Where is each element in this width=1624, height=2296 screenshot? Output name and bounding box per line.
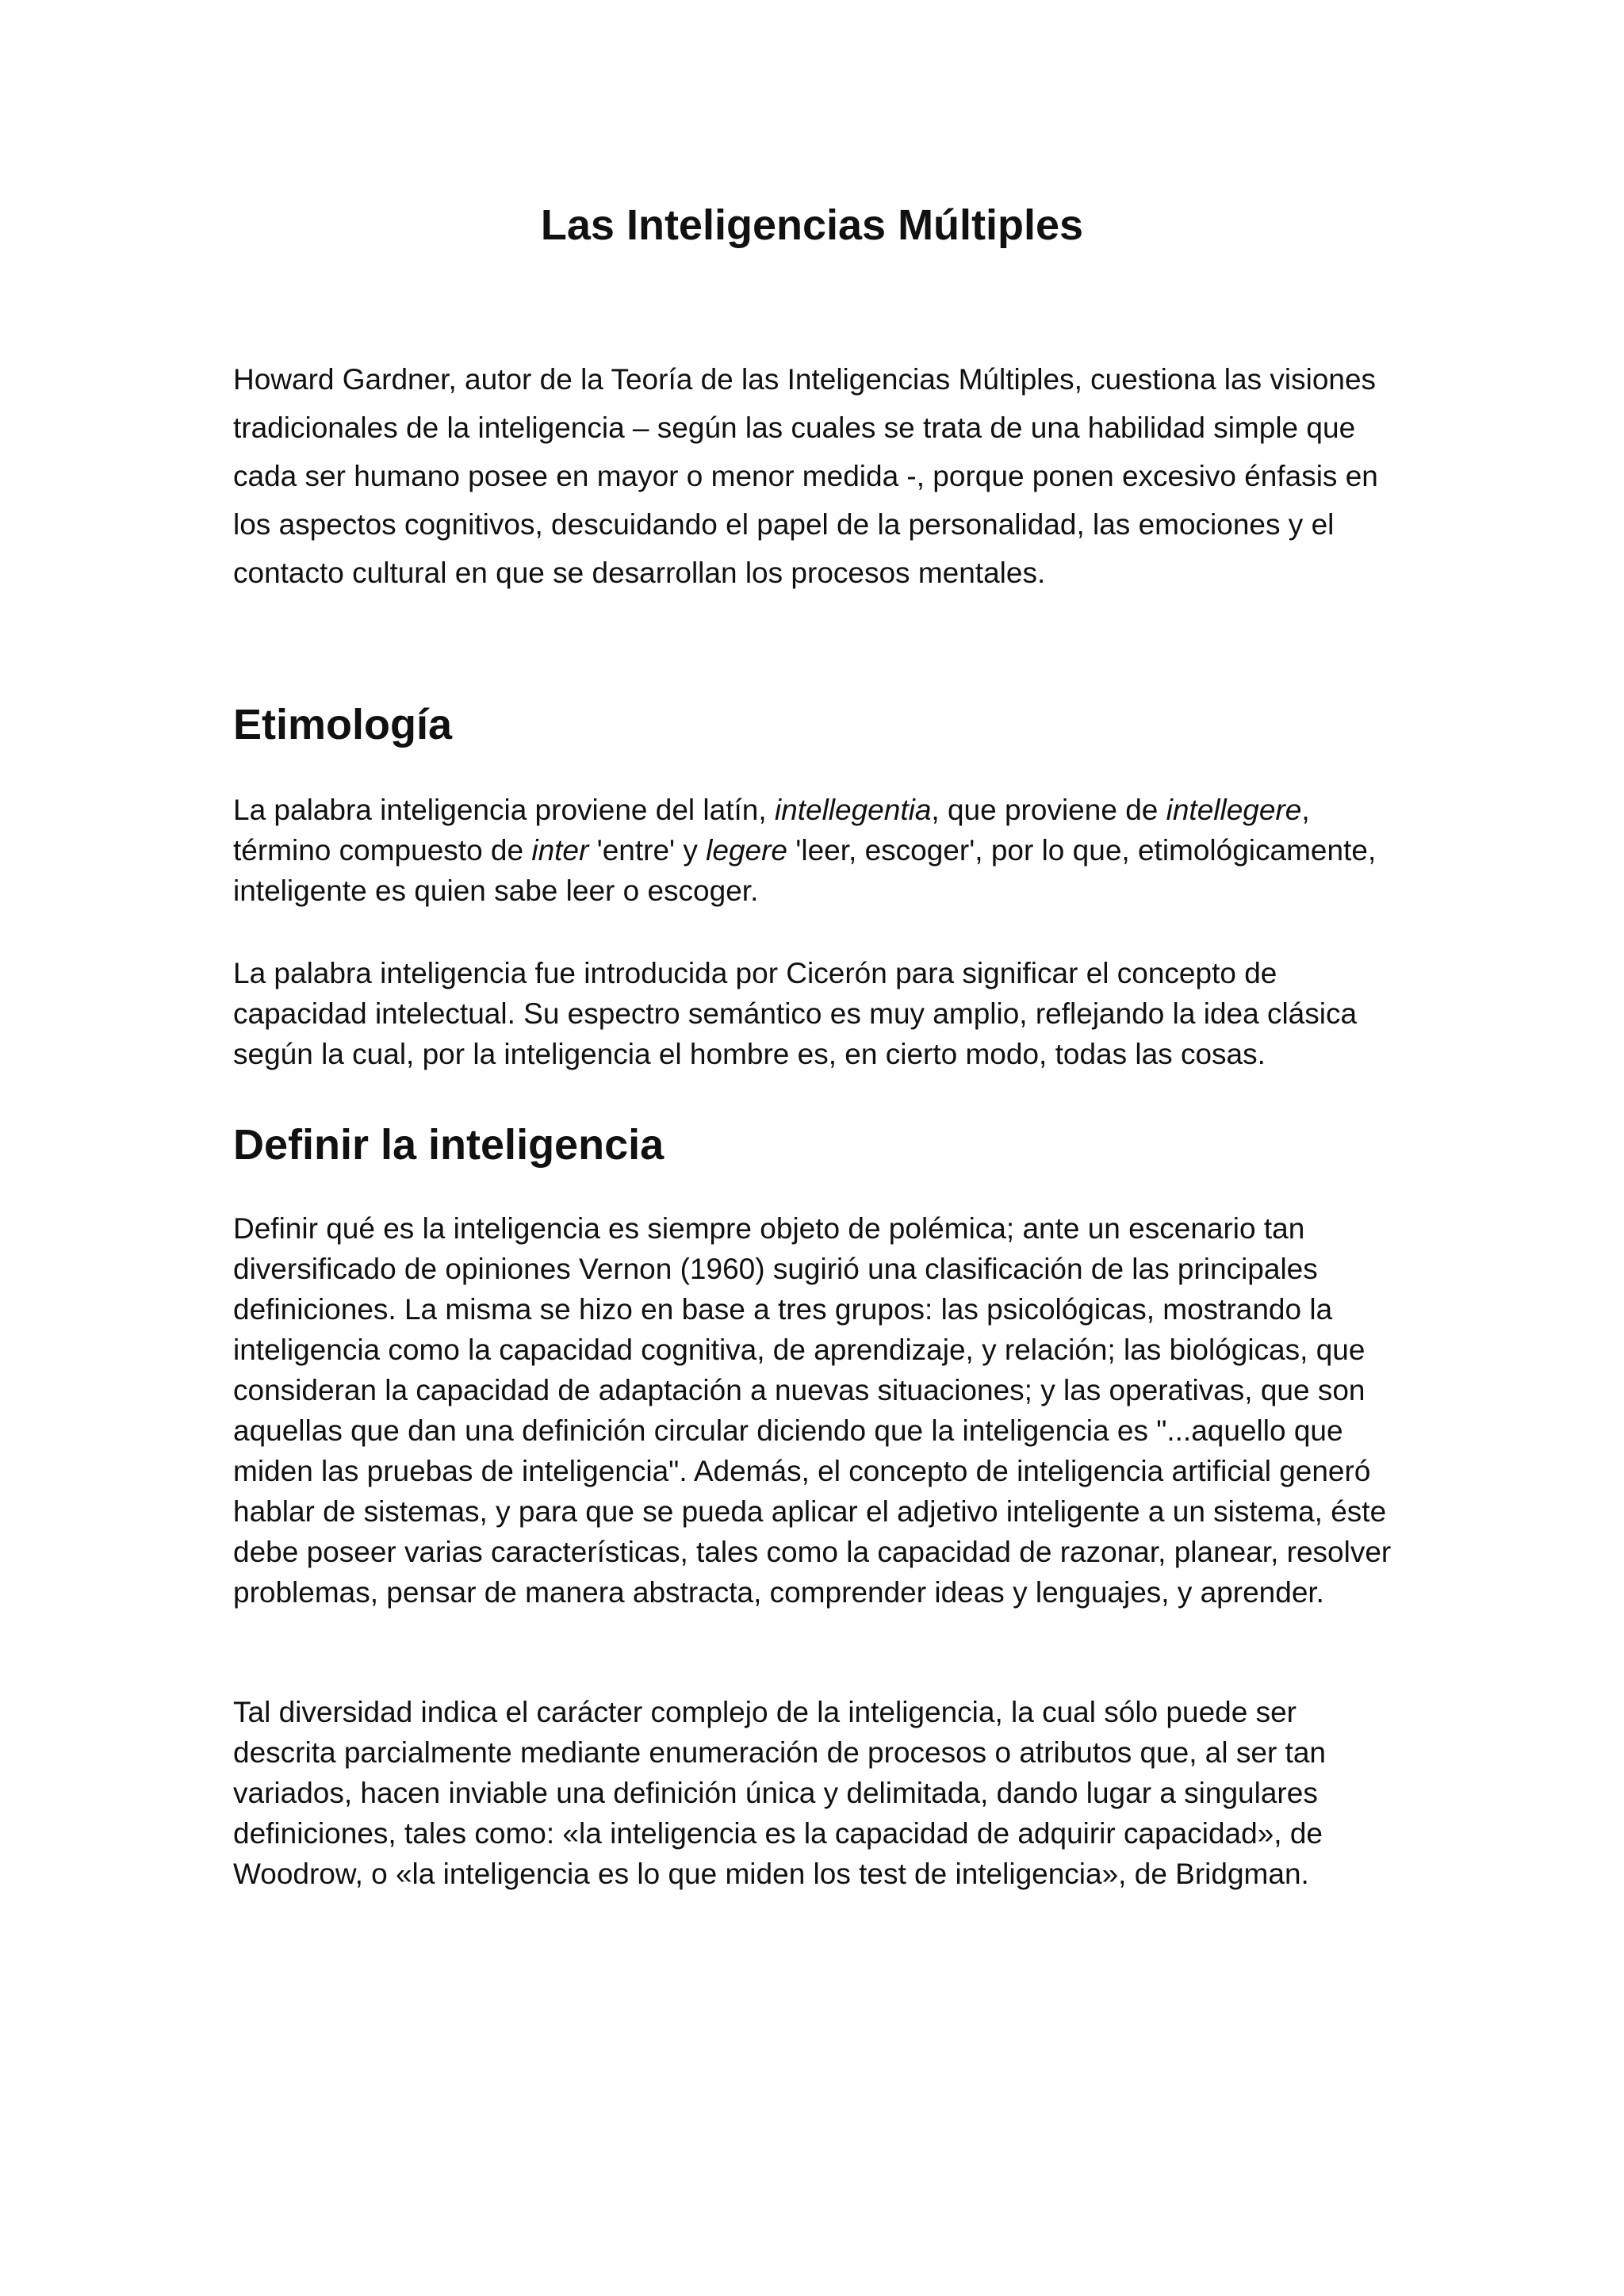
latin-term-intellegere: intellegere: [1166, 794, 1302, 826]
latin-term-intellegentia: intellegentia: [774, 794, 932, 826]
section-heading-definir: Definir la inteligencia: [233, 1121, 665, 1169]
definir-paragraph-2: Tal diversidad indica el carácter complejo de la inteligencia, la cual sólo puede ser descrita parcialmente mediante enumeración de procesos o atributos que, al ser tan variados, hacen inviable una definición única y delimitada, dando lugar a singulares definiciones, tales como: «la inteligencia es la capacidad de adquirir capacidad», de Woodrow, o «la inteligencia es lo que miden los test de inteligencia», de Bridgman.: [233, 1696, 1326, 1890]
text-run: , término compuesto de: [233, 794, 1310, 867]
document-title: Las Inteligencias Múltiples: [540, 201, 1084, 249]
text-run: 'leer, escoger', por lo que, etimológicamente, inteligente es quien sabe leer o escoger.: [233, 834, 1377, 907]
etimologia-paragraph-1: [233, 790, 1403, 911]
text-run: La palabra inteligencia proviene del latín,: [233, 794, 775, 826]
text-run: 'entre' y: [588, 834, 707, 867]
intro-paragraph: Howard Gardner, autor de la Teoría de las Inteligencias Múltiples, cuestiona las visiones tradicionales de la inteligencia – según las cuales se trata de una habilidad simple que cada ser humano posee en mayor o menor medida -, porque ponen excesivo énfasis en los aspectos cognitivos, descuidando el papel de la personalidad, las emociones y el contacto cultural en que se desarrollan los procesos mentales.: [233, 363, 1378, 589]
etimologia-paragraph-2: La palabra inteligencia fue introducida por Cicerón para significar el concepto de capacidad intelectual. Su espectro semántico es muy amplio, reflejando la idea clásica según la cual, por la inteligencia el hombre es, en cierto modo, todas las cosas.: [233, 957, 1358, 1070]
section-heading-etimologia: Etimología: [233, 701, 453, 748]
definir-paragraph-1: Definir qué es la inteligencia es siempre objeto de polémica; ante un escenario tan diversificado de opiniones Vernon (1960) sugirió una clasificación de las principales definiciones. La misma se hizo en base a tres grupos: las psicológicas, mostrando la inteligencia como la capacidad cognitiva, de aprendizaje, y relación; las biológicas, que consideran la capacidad de adaptación a nuevas situaciones; y las operativas, que son aquellas que dan una definición circular diciendo que la inteligencia es "...aquello que miden las pruebas de inteligencia". Además, el concepto de inteligencia artificial generó hablar de sistemas, y para que se pueda aplicar el adjetivo inteligente a un sistema, éste debe poseer varias características, tales como la capacidad de razonar, planear, resolver problemas, pensar de manera abstracta, comprender ideas y lenguajes, y aprender.: [233, 1212, 1392, 1609]
text-run: , que proviene de: [931, 794, 1166, 826]
latin-term-inter: inter: [531, 834, 589, 867]
latin-term-legere: legere: [706, 834, 788, 867]
